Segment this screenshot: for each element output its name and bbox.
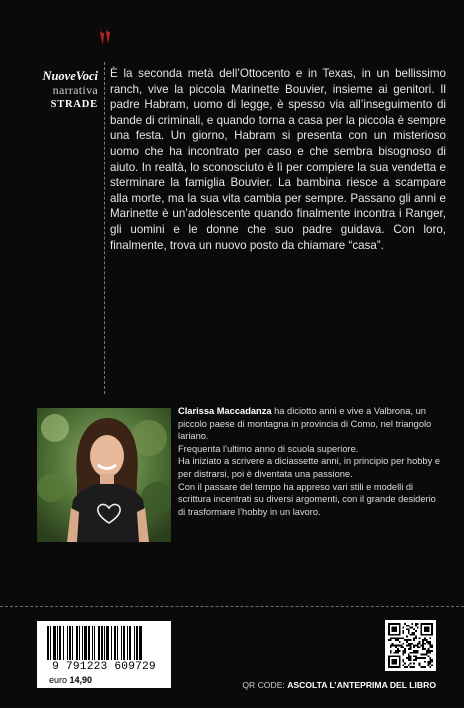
barcode-icon [47,626,161,660]
qr-code[interactable] [385,620,436,671]
price-label [49,675,92,685]
qr-action: ASCOLTA L’ANTEPRIMA DEL LIBRO [287,680,436,690]
isbn-barcode [37,621,171,688]
series-collection: STRADE [50,99,98,110]
book-blurb: È la seconda metà dell’Ottocento e in Texas, in un bellissimo ranch, vive la piccola Marinette Bouvier, insieme ai genitori. Il padre Habram, uomo di legge, è spesso via all’inseguimento di bande di criminali, e quando torna a casa per la piccola è sempre una festa. Un giorno, Habram si presenta con un misterioso uomo che ha incontrato per caso e che sembra bisognoso di aiuto. In realtà, lo sconosciuto è lì per compiere la sua vendetta e sterminare la famiglia Bouvier. La bambina riesce a scampare alla morte, ma la sua vita cambia per sempre. Passano gli anni e Marinette è un’adolescente quando finalmente incontra i Ranger, gli uomini e le donne che suo padre guidava. Con loro, finalmente, trova un nuovo posto da chiamare “casa”. [110,67,446,252]
publisher-logo-icon [98,24,111,46]
author-name: Clarissa Maccadanza [178,406,272,416]
series-genre: narrativa [52,83,98,97]
qr-label: QR CODE: [242,680,285,690]
bio-intro-text: ha diciotto anni e vive a Valbrona, un piccolo paese di montagna in provincia di Como, nel triangolo lariano. [178,406,432,442]
series-brand: NuoveVoci [42,69,98,83]
author-photo [37,408,171,542]
series-label [20,69,98,112]
horizontal-divider [0,606,464,607]
bio-line-school: Frequenta l’ultimo anno di scuola superiore. [178,443,359,454]
bio-intro [178,405,440,443]
qr-caption [242,680,436,690]
qr-code-icon [388,623,433,668]
bio-line-style: Con il passare del tempo ha appreso vari stili e modelli di scrittura incentrati su diversi argomenti, con il grande desiderio di trasformare l’hobby in un lavoro. [178,481,436,517]
vertical-divider [104,62,105,394]
author-bio [178,405,440,518]
isbn-number: 9 791223 609729 [52,661,156,673]
price-value: 14,90 [69,675,93,685]
bio-line-writing: Ha iniziato a scrivere a diciassette anni, in principio per hobby e per distrarsi, poi è diventata una passione. [178,456,441,479]
price-currency: euro [49,675,68,685]
